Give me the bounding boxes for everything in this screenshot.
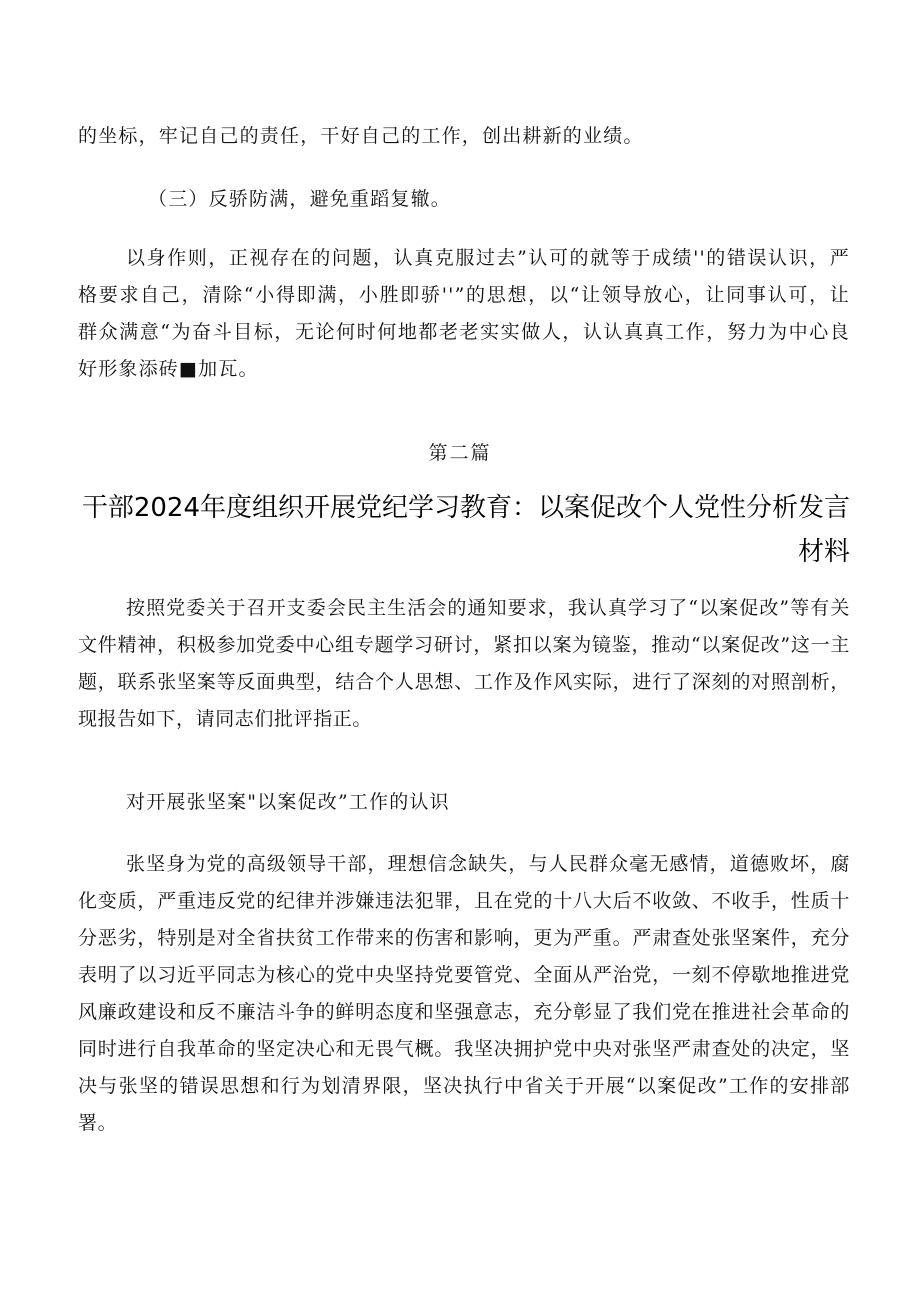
document-title: 干部2024年度组织开展党纪学习教育：以案促改个人党性分析发言材料 bbox=[81, 493, 850, 567]
paragraph-lead-by-example: 以身作则，正视存在的问题，认真克服过去”认可的就等于成绩''的错误认识，严格要求自己，清除“小得即满，小胜即骄''”的思想，以“让领导放心，让同事认可，让群众满意“为奋斗目标，无论何时何地都老老实实做人，认认真真工作，努力为中心良好形象添砖■加瓦。 bbox=[78, 247, 850, 380]
paragraph-continuation: 的坐标，牢记自己的责任，干好自己的工作，创出耕新的业绩。 bbox=[78, 125, 644, 147]
paragraph-intro: 按照党委关于召开支委会民主生活会的通知要求，我认真学习了“以案促改”等有关文件精神，积极参加党委中心组专题学习研讨，紧扣以案为镜鉴，推动“以案促改”这一主题，联系张坚案等反面典型，结合个人思想、工作及作风实际，进行了深刻的对照剖析，现报告如下，请同志们批评指正。 bbox=[78, 597, 850, 730]
section-label: 第二篇 bbox=[428, 442, 492, 464]
subheading-understanding: 对开展张坚案"以案促改”工作的认识 bbox=[126, 791, 450, 813]
paragraph-case-analysis: 张坚身为党的高级领导干部，理想信念缺失，与人民群众毫无感情，道德败坏，腐化变质，严重违反党的纪律并涉嫌违法犯罪，且在党的十八大后不收敛、不收手，性质十分恶劣，特别是对全省扶贫工作带来的伤害和影响，更为严重。严肃查处张坚案件，充分表明了以习近平同志为核心的党中央坚持党要管党、全面从严治党，一刻不停歇地推进党风廉政建设和反不廉洁斗争的鲜明态度和坚强意志，充分彰显了我们党在推进社会革命的同时进行自我革命的坚定决心和无畏气概。我坚决拥护党中央对张坚严肃查处的决定，坚决与张坚的错误思想和行为划清界限，坚决执行中省关于开展“以案促改”工作的安排部署。 bbox=[78, 853, 850, 1134]
subheading-three: （三）反骄防满，避免重蹈复辙。 bbox=[148, 188, 452, 210]
